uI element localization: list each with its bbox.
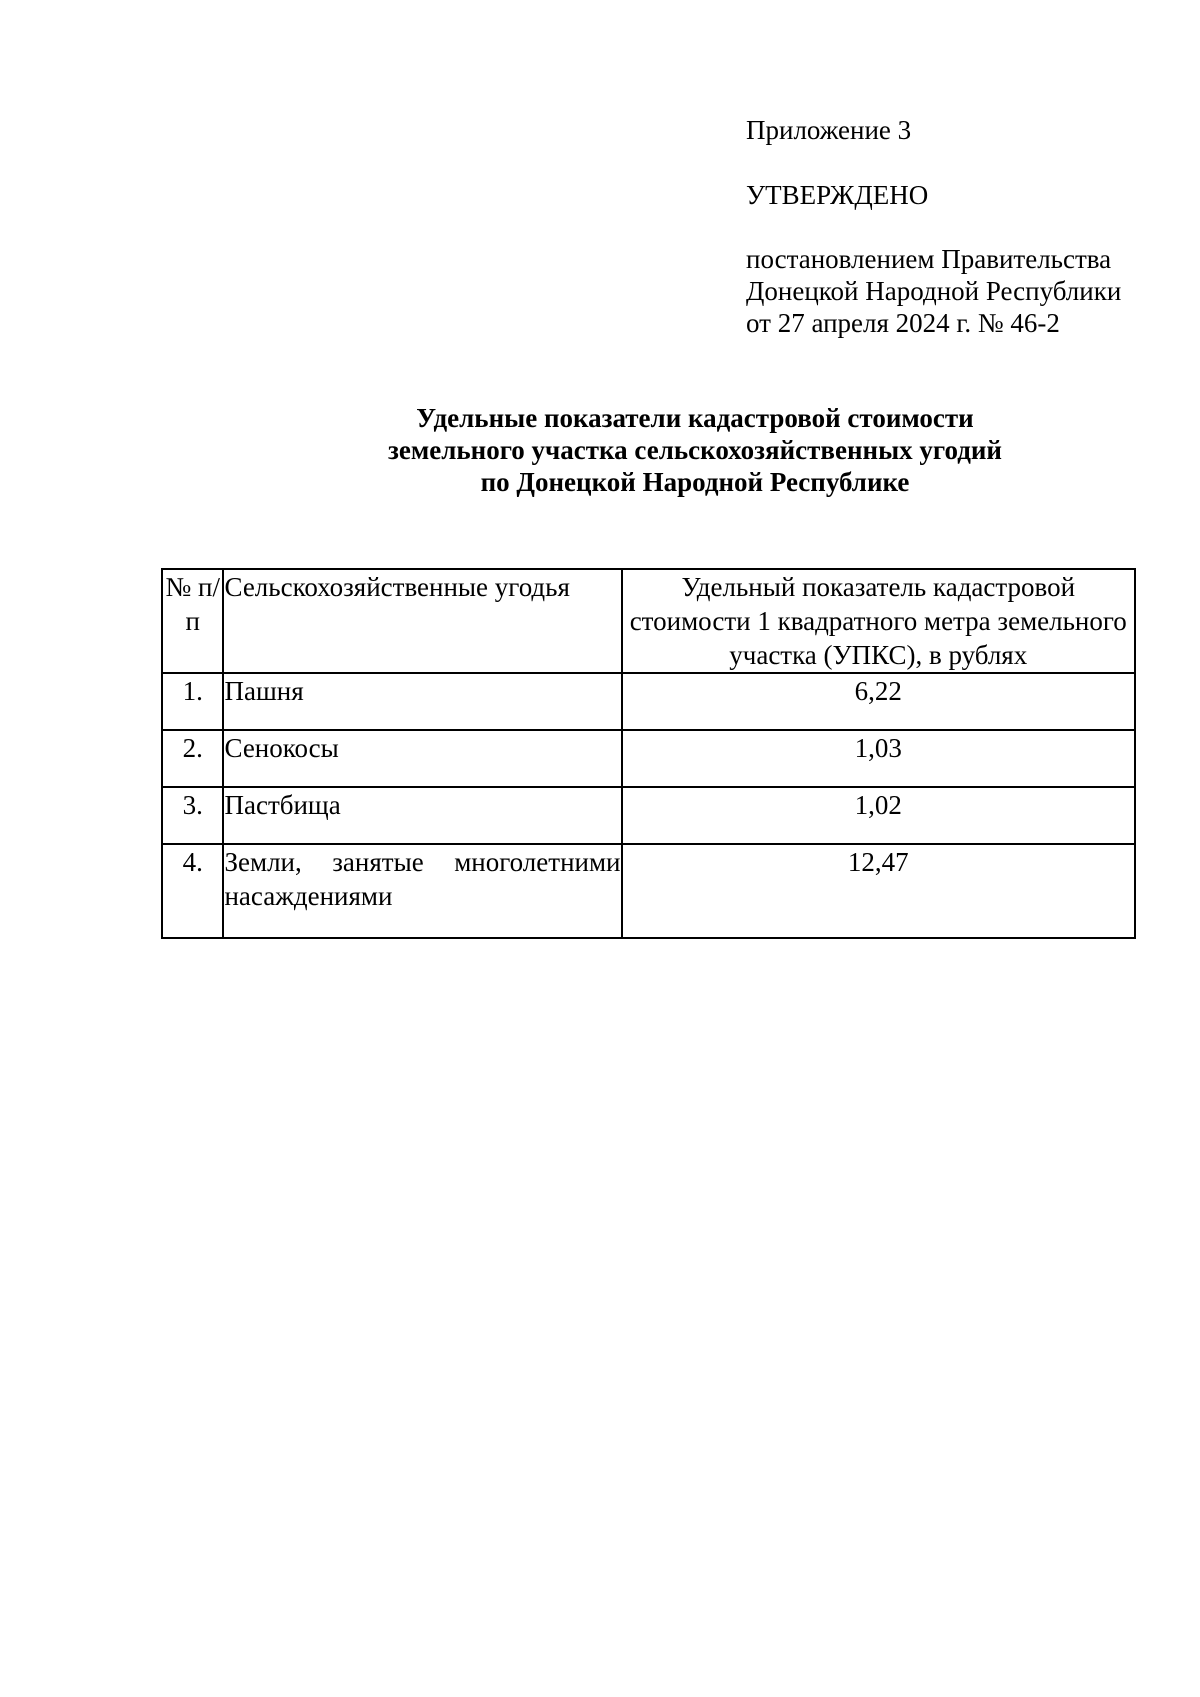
row-number: 4. <box>162 844 223 938</box>
row-number: 2. <box>162 730 223 787</box>
table-header-row <box>162 569 1135 673</box>
decree-line-1: постановлением Правительства <box>746 244 1112 274</box>
decree-line-3: от 27 апреля 2024 г. № 46-2 <box>746 308 1060 338</box>
row-value: 1,02 <box>622 787 1136 844</box>
title-line-1: Удельные показатели кадастровой стоимости <box>416 403 974 433</box>
header-land-type: Сельскохозяйственные угодья <box>223 569 621 673</box>
cadastral-value-table <box>161 568 1136 939</box>
row-land-type: Пашня <box>223 673 621 730</box>
table-row <box>162 787 1135 844</box>
document-title <box>0 402 1200 498</box>
table-row <box>162 844 1135 938</box>
row-value: 1,03 <box>622 730 1136 787</box>
row-value: 6,22 <box>622 673 1136 730</box>
approved-stamp-text: УТВЕРЖДЕНО <box>746 180 929 210</box>
row-number: 3. <box>162 787 223 844</box>
table-row <box>162 673 1135 730</box>
row-land-type: Земли, занятые многолетними насаждениями <box>223 844 621 938</box>
title-line-3: по Донецкой Народной Республике <box>480 467 910 497</box>
annex-label: Приложение 3 <box>746 115 912 145</box>
title-line-2: земельного участка сельскохозяйственных угодий <box>388 435 1002 465</box>
header-value: Удельный показатель кадастровой стоимости 1 квадратного метра земельного участка (УПКС), в рублях <box>622 569 1136 673</box>
approval-block <box>746 114 1166 339</box>
row-number: 1. <box>162 673 223 730</box>
row-value: 12,47 <box>622 844 1136 938</box>
row-land-type: Сенокосы <box>223 730 621 787</box>
decree-line-2: Донецкой Народной Республики <box>746 276 1122 306</box>
table-row <box>162 730 1135 787</box>
header-number: № п/п <box>162 569 223 673</box>
row-land-type: Пастбища <box>223 787 621 844</box>
